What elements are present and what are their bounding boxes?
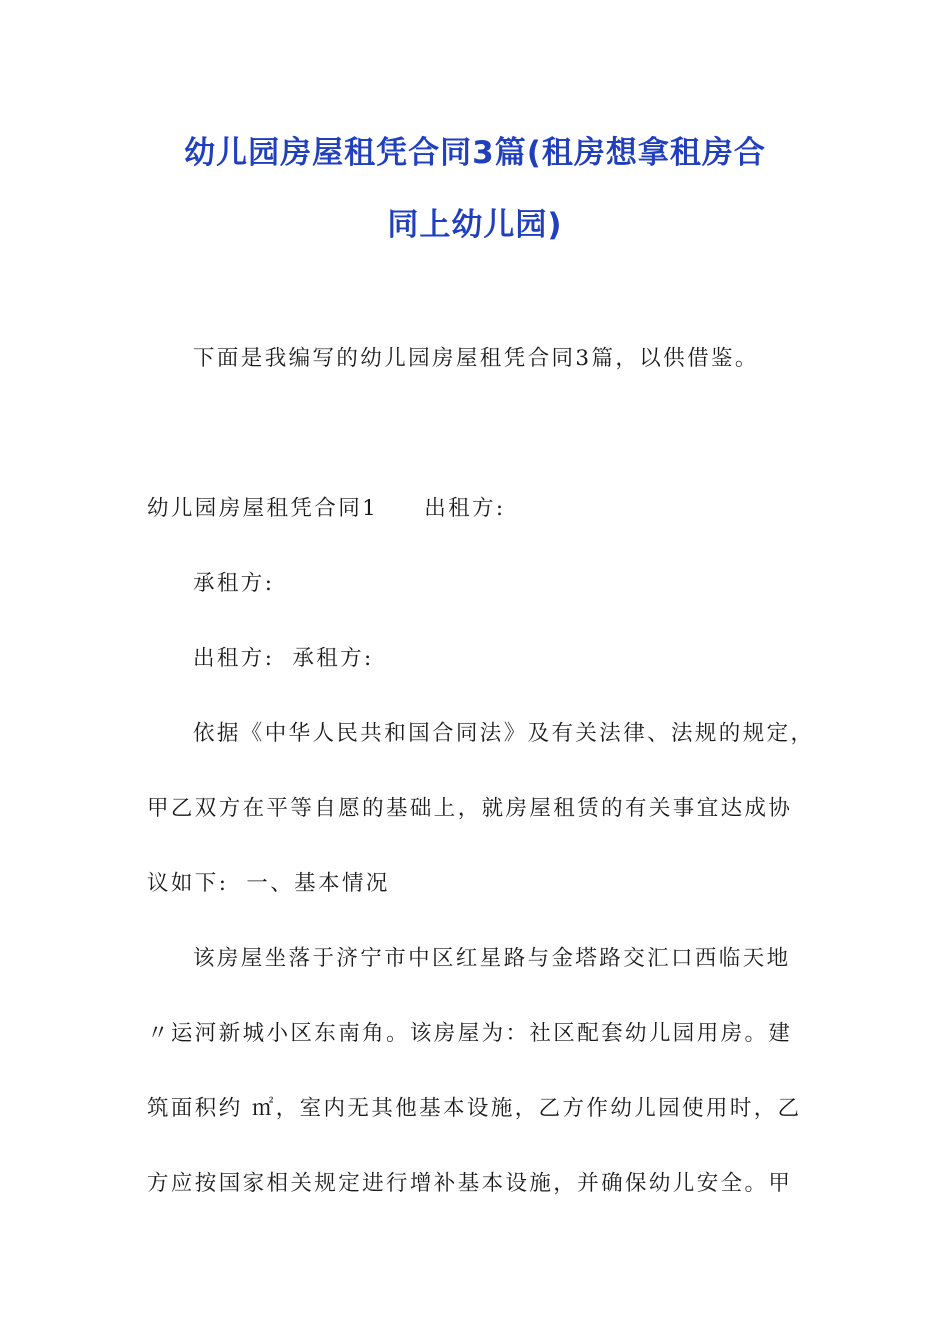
- paragraph-1-line-1: 依据《中华人民共和国合同法》及有关法律、法规的规定，: [193, 721, 815, 746]
- paragraph-2-line-3: 筑面积约 ㎡，室内无其他基本设施，乙方作幼儿园使用时，乙: [147, 1096, 802, 1121]
- contract-heading-line: [147, 494, 506, 524]
- lessee-label: 承租方:: [193, 571, 275, 596]
- contract-heading: 幼儿园房屋租凭合同1: [147, 496, 379, 521]
- paragraph-2-line-2: 〃运河新城小区东南角。该房屋为：社区配套幼儿园用房。建: [147, 1021, 793, 1046]
- lessee-label-2: 承租方:: [292, 646, 374, 671]
- lessor-label-2: 出租方:: [193, 646, 275, 671]
- paragraph-1-line-3: [147, 869, 390, 899]
- agreement-intro: 议如下:: [147, 871, 229, 896]
- parties-line: [193, 644, 374, 674]
- document-title-line-2: 同上幼儿园): [387, 207, 563, 243]
- paragraph-1-line-2: 甲乙双方在平等自愿的基础上，就房屋租赁的有关事宜达成协: [147, 796, 793, 821]
- paragraph-2-line-1: 该房屋坐落于济宁市中区红星路与金塔路交汇口西临天地: [193, 946, 791, 971]
- lessor-label: 出租方:: [424, 496, 506, 521]
- section-heading-basic-info: 一、基本情况: [246, 871, 390, 896]
- paragraph-2-line-4: 方应按国家相关规定进行增补基本设施，并确保幼儿安全。甲: [147, 1171, 793, 1196]
- intro-paragraph: 下面是我编写的幼儿园房屋租凭合同3篇，以供借鉴。: [193, 346, 759, 371]
- document-title-line-1: 幼儿园房屋租凭合同3篇(租房想拿租房合: [184, 135, 766, 171]
